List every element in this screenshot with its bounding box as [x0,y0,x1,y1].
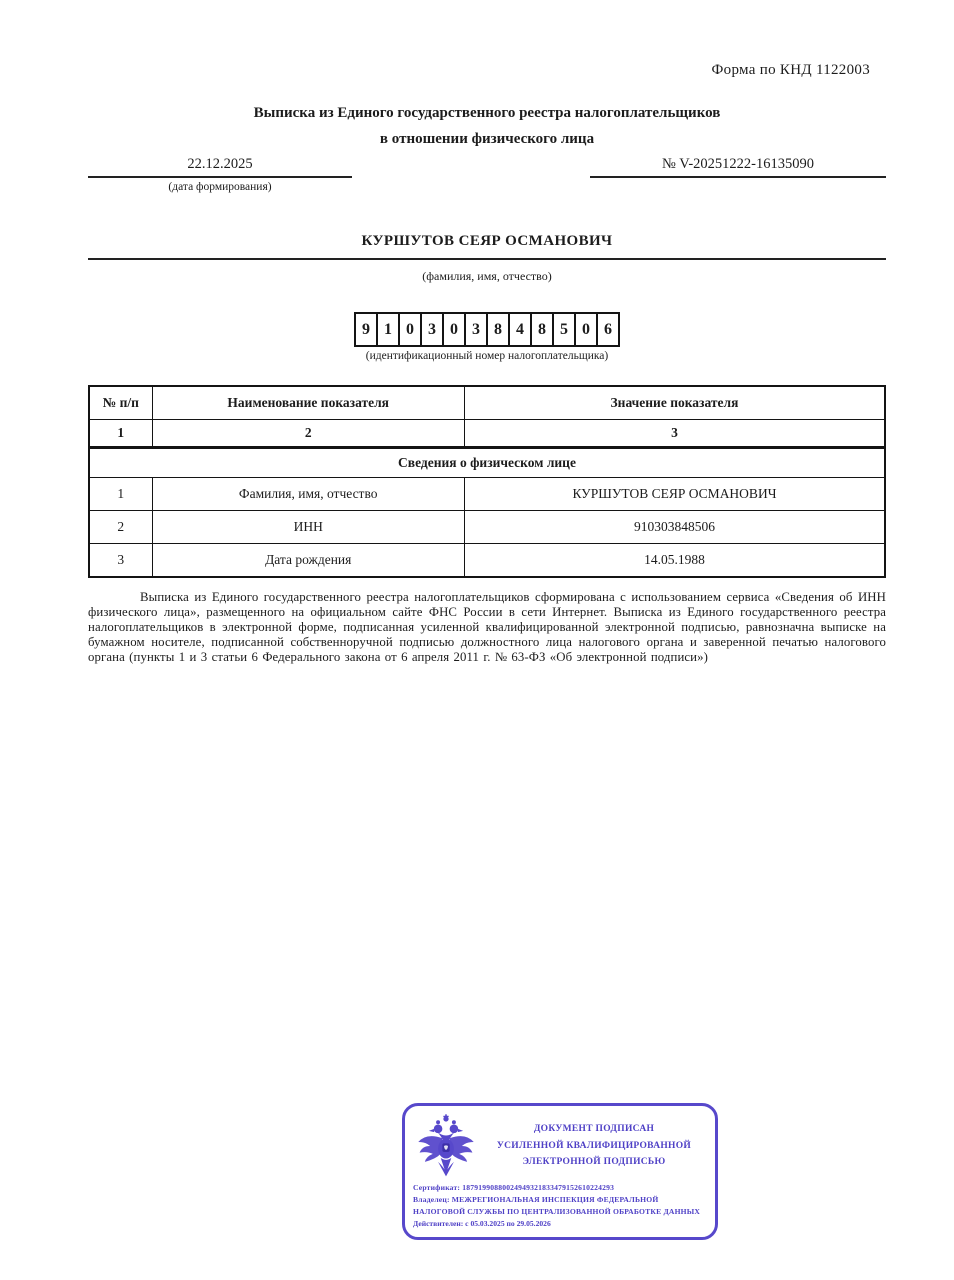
row-num: 3 [89,544,152,578]
inn-digit-cell: 6 [596,312,620,347]
inn-digit-cell: 3 [464,312,488,347]
person-full-name: КУРШУТОВ СЕЯР ОСМАНОВИЧ [88,233,886,260]
stamp-owner: Владелец: МЕЖРЕГИОНАЛЬНАЯ ИНСПЕКЦИЯ ФЕДЕРАЛЬНОЙ НАЛОГОВОЙ СЛУЖБЫ ПО ЦЕНТРАЛИЗОВАННОЙ ОБРАБОТКЕ ДАННЫХ [413,1194,701,1216]
indicators-table [88,385,886,578]
column-number: 3 [464,420,885,448]
stamp-title-line3: ЭЛЕКТРОННОЙ ПОДПИСЬЮ [522,1157,666,1168]
row-indicator-value: 14.05.1988 [464,544,885,578]
digital-signature-stamp [402,1103,718,1240]
inn-digit-cell: 0 [574,312,598,347]
formation-date-value: 22.12.2025 [88,156,352,178]
inn-digit-cell: 5 [552,312,576,347]
table-row [89,511,885,544]
person-name-section [88,233,886,284]
row-indicator-value: 910303848506 [464,511,885,544]
stamp-header [413,1113,705,1179]
coat-of-arms-icon [413,1113,479,1179]
document-number-value: № V-20251222-16135090 [590,156,886,178]
formation-date-label: (дата формирования) [168,181,272,193]
document-number-block [590,156,886,178]
stamp-title-line1: ДОКУМЕНТ ПОДПИСАН [533,1124,655,1135]
stamp-validity: Действителен: с 05.03.2025 по 29.05.2026 [413,1219,551,1229]
table-column-numbers-row [89,420,885,448]
row-num: 1 [89,478,152,511]
header-num: № п/п [89,386,152,420]
table-header-row [89,386,885,420]
row-indicator-name: Дата рождения [152,544,464,578]
person-name-label: (фамилия, имя, отчество) [422,269,552,283]
stamp-details [413,1182,705,1217]
form-knd-label: Форма по КНД 1122003 [711,62,870,78]
section-title: Сведения о физическом лице [89,448,885,478]
row-indicator-name: ИНН [152,511,464,544]
inn-label: (идентификационный номер налогоплательщика) [365,350,609,362]
legal-footnote: Выписка из Единого государственного реестра налогоплательщиков сформирована с использованием сервиса «Сведения об ИНН физического лица», размещенного на официальном сайте ФНС России в сети Интернет. Выписка из Единого государственного реестра налогоплательщиков в электронной форме, подписанная усиленной квалифицированной электронной подписью, равнозначна выписке на бумажном носителе, подписанной собственноручной подписью должностного лица налогового органа и заверенной печатью налогового органа (пункты 1 и 3 статьи 6 Федерального закона от 6 апреля 2011 г. № 63-ФЗ «Об электронной подписи») [88,590,886,664]
inn-digit-cell: 9 [354,312,378,347]
inn-digit-cell: 8 [530,312,554,347]
inn-digit-cell: 4 [508,312,532,347]
document-content [88,0,886,665]
header-indicator-value: Значение показателя [464,386,885,420]
stamp-certificate: Сертификат: 18791990880024949321833479152610224293 [413,1183,615,1192]
document-title-line2: в отношении физического лица [379,131,595,147]
inn-digit-cell: 0 [398,312,422,347]
row-indicator-value: КУРШУТОВ СЕЯР ОСМАНОВИЧ [464,478,885,511]
inn-digit-cell: 8 [486,312,510,347]
header-indicator-name: Наименование показателя [152,386,464,420]
inn-digit-cell: 0 [442,312,466,347]
column-number: 2 [152,420,464,448]
row-num: 2 [89,511,152,544]
inn-digit-cell: 3 [420,312,444,347]
inn-digit-cell: 1 [376,312,400,347]
row-indicator-name: Фамилия, имя, отчество [152,478,464,511]
column-number: 1 [89,420,152,448]
table-section-row [89,448,885,478]
formation-date-block [88,156,352,193]
table-row [89,478,885,511]
inn-section [88,312,886,362]
meta-row [88,156,886,193]
stamp-title [483,1121,705,1171]
table-row [89,544,885,578]
inn-digit-boxes [354,312,620,347]
document-title-line1: Выписка из Единого государственного реестра налогоплательщиков [253,105,721,121]
stamp-title-line2: УСИЛЕННОЙ КВАЛИФИЦИРОВАННОЙ [496,1140,692,1151]
